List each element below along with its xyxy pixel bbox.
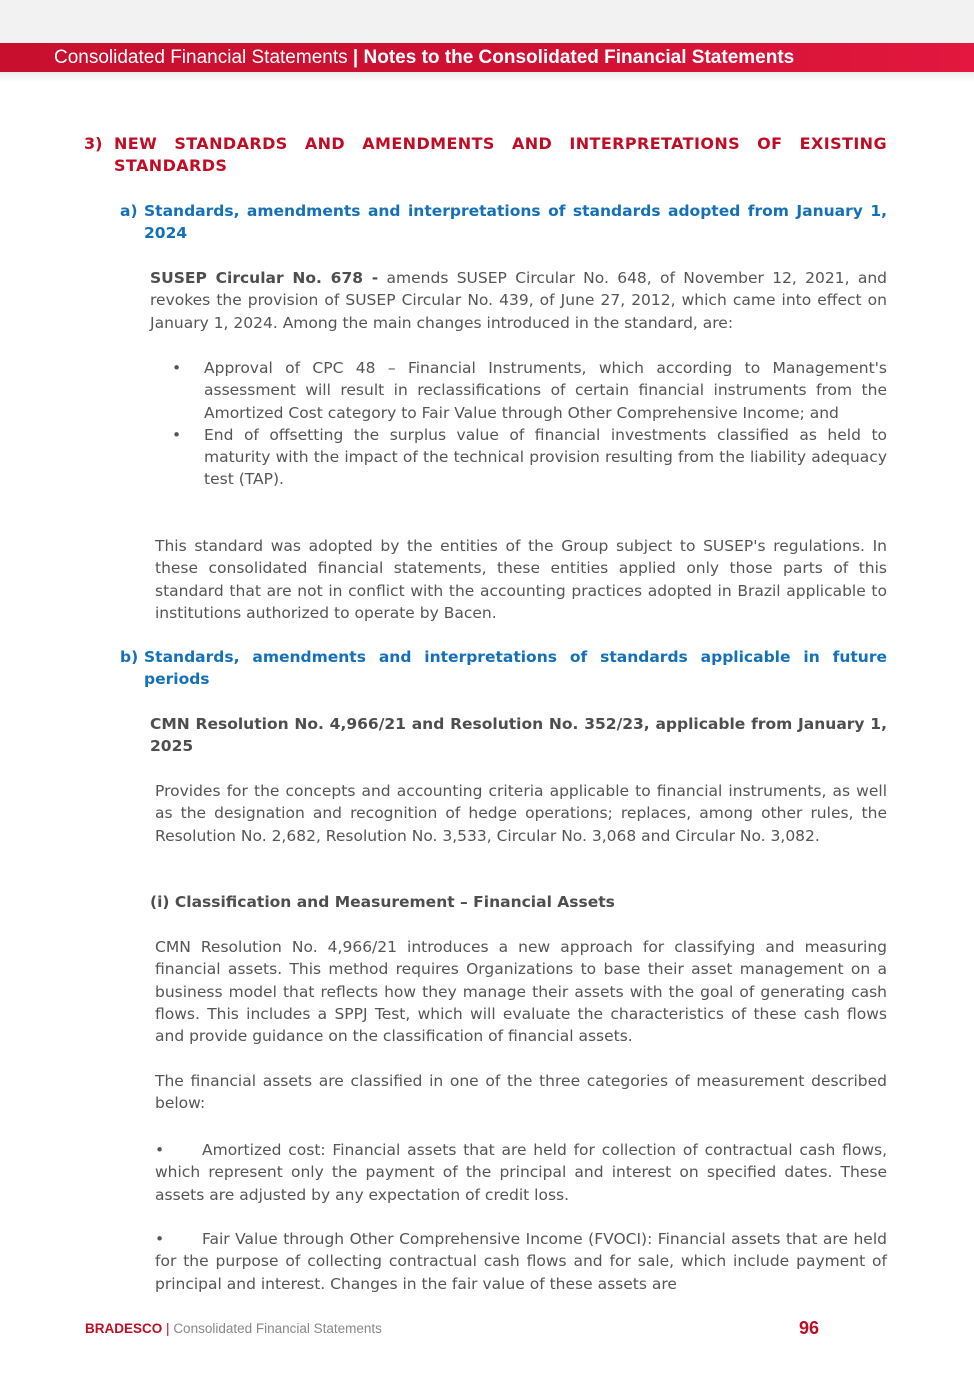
- susep-circular-label: SUSEP Circular No. 678 -: [150, 269, 379, 287]
- footer-document-title: Consolidated Financial Statements: [173, 1321, 382, 1336]
- bullet-icon: •: [155, 1230, 165, 1248]
- note-number: 3): [84, 134, 103, 153]
- header-section: Consolidated Financial Statements: [54, 47, 348, 68]
- note-title: NEW STANDARDS AND AMENDMENTS AND INTERPRETATIONS OF EXISTING STANDARDS: [114, 134, 887, 175]
- category-amortized-cost: [155, 1139, 887, 1206]
- top-margin: [0, 0, 974, 43]
- cmn-resolution-paragraph: Provides for the concepts and accounting criteria applicable to financial instruments, as well as the designation and recognition of hedge operations; replaces, among other rules, the Resolution No. 2,682, Resolution No. 3,533, Circular No. 3,068 and Circular No. 3,082.: [155, 782, 887, 845]
- category-text: Amortized cost: Financial assets that are held for collection of contractual cash flows, which represent only the payment of the principal and interest on specified dates. These assets are adjusted by any expectation of credit loss.: [155, 1141, 887, 1204]
- header-separator: |: [352, 47, 359, 68]
- bullet-icon: •: [172, 359, 182, 377]
- note-heading: [84, 133, 887, 177]
- cmn-resolution-heading: CMN Resolution No. 4,966/21 and Resolution No. 352/23, applicable from January 1, 2025: [150, 715, 887, 756]
- category-text: Fair Value through Other Comprehensive Income (FVOCI): Financial assets that are held for the purpose of collecting contractual cash flows and for sale, which include payment of principal and interest. Changes in the fair value of these assets are: [155, 1230, 887, 1293]
- page-footer: [85, 1319, 382, 1339]
- section-b-letter: b): [120, 648, 139, 666]
- header-subsection: Notes to the Consolidated Financial Statements: [363, 47, 795, 68]
- susep-adoption-paragraph: This standard was adopted by the entities of the Group subject to SUSEP's regulations. In these consolidated financial statements, these entities applied only those parts of this standard that are not in conflict with the accounting practices adopted in Brazil applicable to institutions authorized to operate by Bacen.: [155, 537, 887, 622]
- footer-brand: BRADESCO: [85, 1321, 163, 1336]
- header-shadow: [0, 72, 974, 82]
- list-item: [170, 424, 887, 491]
- susep-circular-text: amends SUSEP Circular No. 648, of November 12, 2021, and revokes the provision of SUSEP Circular No. 439, of June 27, 2012, which came into effect on January 1, 2024. Among the main changes introduced in the standard, are:: [150, 269, 887, 332]
- section-a-title: Standards, amendments and interpretations of standards adopted from January 1, 2024: [144, 202, 887, 242]
- bullet-icon: •: [172, 425, 182, 444]
- classification-paragraph: CMN Resolution No. 4,966/21 introduces a new approach for classifying and measuring financial assets. This method requires Organizations to base their asset management on a business model that reflects how they manage their assets with the goal of generating cash flows. This includes a SPPJ Test, which will evaluate the characteristics of these cash flows and provide guidance on the classification of financial assets.: [155, 938, 887, 1046]
- list-item: [170, 357, 887, 424]
- footer-separator: |: [166, 1321, 170, 1336]
- section-a-letter: a): [120, 202, 138, 220]
- section-b-title: Standards, amendments and interpretations of standards applicable in future periods: [144, 648, 887, 688]
- list-item-text: Approval of CPC 48 – Financial Instruments, which according to Management's assessment will result in reclassifications of certain financial instruments from the Amortized Cost category to Fair Value through Other Comprehensive Income; and: [204, 359, 887, 422]
- section-b-heading: [120, 646, 887, 690]
- classification-heading: (i) Classification and Measurement – Financial Assets: [150, 893, 615, 911]
- categories-intro-paragraph: The financial assets are classified in one of the three categories of measurement described below:: [155, 1072, 887, 1113]
- susep-changes-list: [170, 357, 887, 491]
- page-number: 96: [799, 1318, 820, 1338]
- category-fvoci: [155, 1228, 887, 1295]
- section-a-heading: [120, 200, 887, 244]
- list-item-text: End of offsetting the surplus value of financial investments classified as held to maturity with the impact of the technical provision resulting from the liability adequacy test (TAP).: [204, 425, 887, 489]
- susep-circular-paragraph: [150, 267, 887, 334]
- page-header-banner: [0, 43, 974, 72]
- bullet-icon: •: [155, 1141, 165, 1159]
